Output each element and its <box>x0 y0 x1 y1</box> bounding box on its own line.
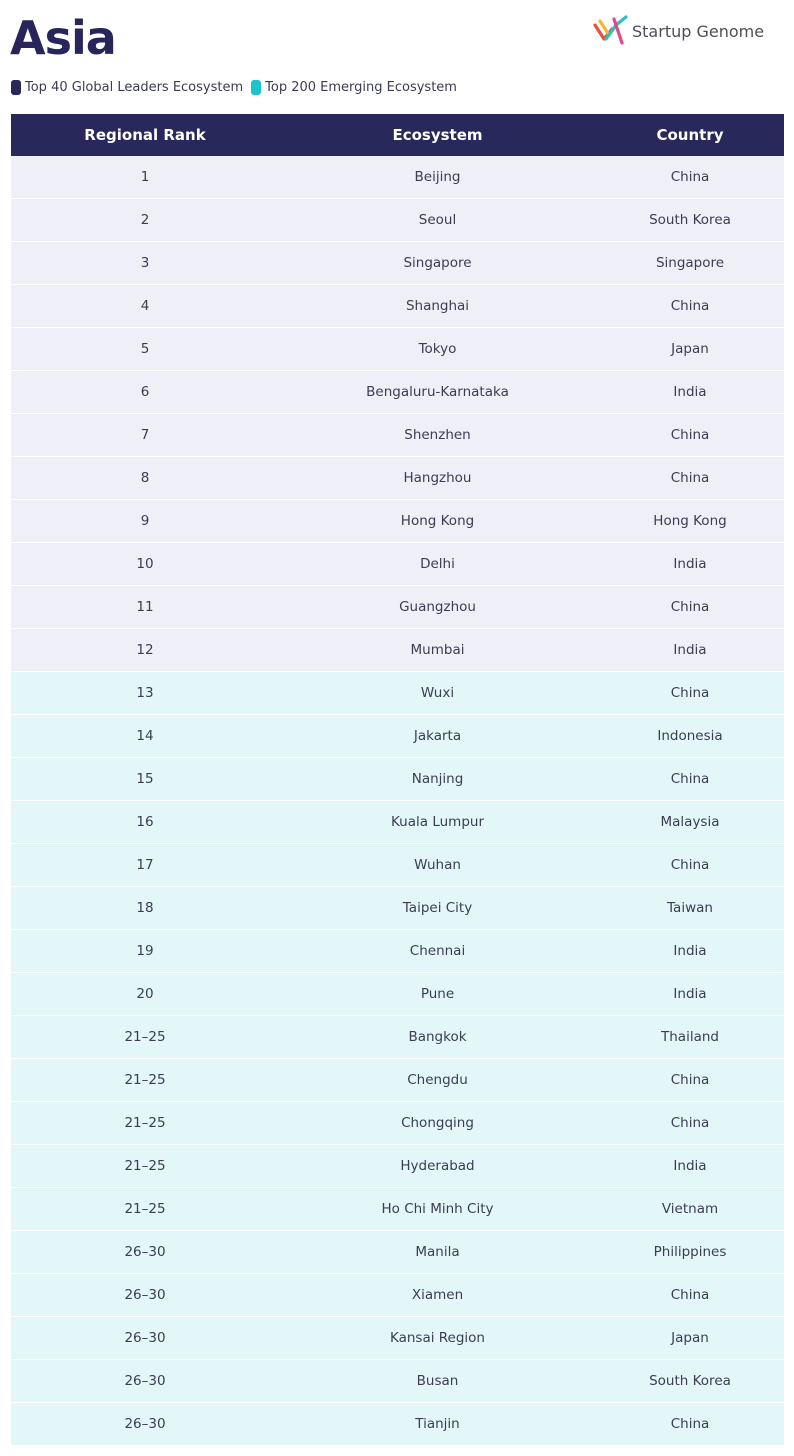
cell-ecosystem: Jakarta <box>279 715 596 758</box>
cell-rank: 18 <box>11 887 279 930</box>
cell-rank: 10 <box>11 543 279 586</box>
cell-ecosystem: Bangkok <box>279 1016 596 1059</box>
table-row <box>11 586 784 629</box>
cell-ecosystem: Kuala Lumpur <box>279 801 596 844</box>
cell-rank: 2 <box>11 199 279 242</box>
cell-rank: 12 <box>11 629 279 672</box>
cell-country: China <box>596 457 784 500</box>
cell-ecosystem: Seoul <box>279 199 596 242</box>
table-row <box>11 801 784 844</box>
cell-rank: 26–30 <box>11 1403 279 1446</box>
cell-country: China <box>596 758 784 801</box>
cell-ecosystem: Busan <box>279 1360 596 1403</box>
table-row <box>11 242 784 285</box>
startup-genome-logo[interactable] <box>592 14 764 48</box>
table-row <box>11 887 784 930</box>
cell-country: India <box>596 371 784 414</box>
cell-rank: 14 <box>11 715 279 758</box>
table-row <box>11 1016 784 1059</box>
cell-rank: 21–25 <box>11 1145 279 1188</box>
ranking-table <box>11 114 784 1446</box>
cell-country: China <box>596 672 784 715</box>
cell-rank: 1 <box>11 156 279 199</box>
cell-country: India <box>596 629 784 672</box>
table-row <box>11 156 784 199</box>
cell-rank: 26–30 <box>11 1360 279 1403</box>
cell-rank: 11 <box>11 586 279 629</box>
cell-rank: 15 <box>11 758 279 801</box>
table-row <box>11 973 784 1016</box>
cell-country: South Korea <box>596 1360 784 1403</box>
cell-rank: 26–30 <box>11 1317 279 1360</box>
table-row <box>11 500 784 543</box>
table-row <box>11 672 784 715</box>
table-row <box>11 414 784 457</box>
page-title: Asia <box>10 11 116 65</box>
cell-ecosystem: Beijing <box>279 156 596 199</box>
cell-ecosystem: Shanghai <box>279 285 596 328</box>
table-row <box>11 1059 784 1102</box>
cell-country: China <box>596 844 784 887</box>
table-row <box>11 1317 784 1360</box>
cell-ecosystem: Ho Chi Minh City <box>279 1188 596 1231</box>
cell-country: Vietnam <box>596 1188 784 1231</box>
cell-rank: 13 <box>11 672 279 715</box>
cell-country: India <box>596 543 784 586</box>
cell-ecosystem: Taipei City <box>279 887 596 930</box>
startup-genome-logo-icon <box>592 15 630 47</box>
cell-ecosystem: Kansai Region <box>279 1317 596 1360</box>
table-row <box>11 1188 784 1231</box>
cell-ecosystem: Wuxi <box>279 672 596 715</box>
legend-label: Top 40 Global Leaders Ecosystem <box>25 80 244 95</box>
cell-ecosystem: Guangzhou <box>279 586 596 629</box>
cell-ecosystem: Delhi <box>279 543 596 586</box>
legend <box>11 80 465 95</box>
cell-ecosystem: Singapore <box>279 242 596 285</box>
cell-ecosystem: Pune <box>279 973 596 1016</box>
cell-rank: 8 <box>11 457 279 500</box>
cell-country: India <box>596 1145 784 1188</box>
cell-rank: 21–25 <box>11 1059 279 1102</box>
cell-country: Singapore <box>596 242 784 285</box>
cell-country: India <box>596 973 784 1016</box>
cell-country: South Korea <box>596 199 784 242</box>
cell-country: Taiwan <box>596 887 784 930</box>
cell-rank: 7 <box>11 414 279 457</box>
legend-swatch-emerging <box>251 80 261 95</box>
table-row <box>11 1102 784 1145</box>
table-body <box>11 156 784 1446</box>
cell-rank: 26–30 <box>11 1274 279 1317</box>
cell-ecosystem: Tokyo <box>279 328 596 371</box>
table-row <box>11 543 784 586</box>
cell-country: China <box>596 1102 784 1145</box>
cell-ecosystem: Manila <box>279 1231 596 1274</box>
cell-rank: 26–30 <box>11 1231 279 1274</box>
table-row <box>11 1274 784 1317</box>
cell-ecosystem: Hyderabad <box>279 1145 596 1188</box>
table-row <box>11 457 784 500</box>
cell-country: China <box>596 1274 784 1317</box>
table-header-row <box>11 114 784 156</box>
legend-item-emerging <box>251 80 457 95</box>
cell-ecosystem: Chongqing <box>279 1102 596 1145</box>
cell-country: Malaysia <box>596 801 784 844</box>
cell-ecosystem: Nanjing <box>279 758 596 801</box>
cell-ecosystem: Chennai <box>279 930 596 973</box>
table-row <box>11 930 784 973</box>
table-row <box>11 1403 784 1446</box>
table-row <box>11 629 784 672</box>
cell-country: China <box>596 285 784 328</box>
table-row <box>11 844 784 887</box>
cell-rank: 21–25 <box>11 1188 279 1231</box>
cell-country: India <box>596 930 784 973</box>
cell-rank: 6 <box>11 371 279 414</box>
cell-rank: 20 <box>11 973 279 1016</box>
legend-item-leaders <box>11 80 243 95</box>
cell-ecosystem: Shenzhen <box>279 414 596 457</box>
cell-ecosystem: Mumbai <box>279 629 596 672</box>
cell-ecosystem: Xiamen <box>279 1274 596 1317</box>
legend-label: Top 200 Emerging Ecosystem <box>265 80 457 95</box>
cell-rank: 9 <box>11 500 279 543</box>
cell-country: Thailand <box>596 1016 784 1059</box>
cell-country: Indonesia <box>596 715 784 758</box>
cell-country: China <box>596 586 784 629</box>
cell-rank: 4 <box>11 285 279 328</box>
cell-country: Philippines <box>596 1231 784 1274</box>
cell-rank: 21–25 <box>11 1102 279 1145</box>
cell-rank: 5 <box>11 328 279 371</box>
cell-country: Hong Kong <box>596 500 784 543</box>
cell-rank: 17 <box>11 844 279 887</box>
logo-text: Startup Genome <box>632 21 765 41</box>
cell-ecosystem: Hong Kong <box>279 500 596 543</box>
column-header-rank: Regional Rank <box>11 114 279 156</box>
table-row <box>11 1360 784 1403</box>
cell-rank: 16 <box>11 801 279 844</box>
cell-ecosystem: Hangzhou <box>279 457 596 500</box>
cell-country: Japan <box>596 1317 784 1360</box>
cell-country: China <box>596 1059 784 1102</box>
cell-rank: 21–25 <box>11 1016 279 1059</box>
cell-ecosystem: Wuhan <box>279 844 596 887</box>
table-row <box>11 758 784 801</box>
table-row <box>11 1145 784 1188</box>
cell-country: China <box>596 1403 784 1446</box>
cell-rank: 3 <box>11 242 279 285</box>
table-row <box>11 371 784 414</box>
cell-country: China <box>596 156 784 199</box>
cell-ecosystem: Bengaluru-Karnataka <box>279 371 596 414</box>
table-row <box>11 715 784 758</box>
legend-swatch-leaders <box>11 80 21 95</box>
column-header-ecosystem: Ecosystem <box>279 114 596 156</box>
column-header-country: Country <box>596 114 784 156</box>
cell-ecosystem: Chengdu <box>279 1059 596 1102</box>
table-row <box>11 285 784 328</box>
table-row <box>11 1231 784 1274</box>
cell-ecosystem: Tianjin <box>279 1403 596 1446</box>
table-row <box>11 328 784 371</box>
cell-rank: 19 <box>11 930 279 973</box>
cell-country: Japan <box>596 328 784 371</box>
cell-country: China <box>596 414 784 457</box>
table-row <box>11 199 784 242</box>
